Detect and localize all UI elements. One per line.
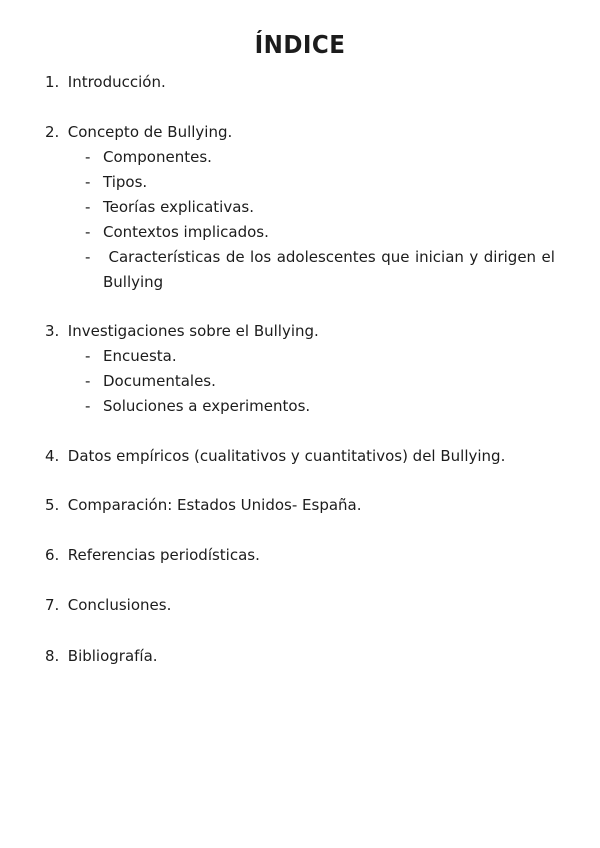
index-section-6: [45, 543, 575, 568]
entry-number: 7.: [45, 596, 60, 614]
entry-number: 5.: [45, 496, 60, 514]
entry-number: 3.: [45, 322, 60, 340]
entry-text: Conclusiones.: [67, 596, 172, 614]
entry-number: 2.: [45, 123, 60, 141]
word: inician: [414, 248, 464, 266]
sub-item: [45, 245, 575, 295]
sub-item: [45, 394, 575, 419]
entry-number: 8.: [45, 647, 60, 665]
entry-number: 4.: [45, 447, 60, 465]
word: que: [381, 248, 410, 266]
index-entry: [45, 593, 575, 618]
entry-number: 6.: [45, 546, 60, 564]
index-entry: [45, 493, 575, 518]
word: Características: [108, 248, 221, 266]
word: adolescentes: [276, 248, 376, 266]
dash-bullet: -: [85, 173, 91, 191]
entry-text: Concepto de Bullying.: [67, 123, 233, 141]
entry-text: Introducción.: [67, 73, 166, 91]
entry-text: Datos empíricos (cualitativos y cuantitativos) del Bullying.: [67, 447, 506, 465]
dash-bullet: -: [85, 248, 91, 266]
index-entry: [45, 120, 575, 145]
entry-text: Referencias periodísticas.: [67, 546, 260, 564]
page-title: ÍNDICE: [254, 30, 346, 59]
entry-text: Comparación: Estados Unidos- España.: [67, 496, 362, 514]
sub-item-text: Componentes.: [103, 148, 212, 166]
dash-bullet: -: [85, 397, 91, 415]
word: dirigen: [483, 248, 537, 266]
index-section-8: [45, 644, 575, 669]
index-section-7: [45, 593, 575, 618]
dash-bullet: -: [85, 148, 91, 166]
index-entry: [45, 319, 575, 344]
word: de: [225, 248, 245, 266]
index-section-3: [45, 319, 575, 419]
sub-item-text: Soluciones a experimentos.: [103, 397, 311, 415]
entry-text: Bibliografía.: [67, 647, 158, 665]
sub-item: [45, 344, 575, 369]
sub-item: [45, 170, 575, 195]
sub-item: [45, 369, 575, 394]
index-entry: [45, 70, 575, 95]
sub-item-text: Documentales.: [103, 372, 216, 390]
dash-bullet: -: [85, 347, 91, 365]
index-section-2: [45, 120, 575, 295]
sub-item-line-1: [85, 245, 555, 270]
word: y: [469, 248, 479, 266]
index-entry: [45, 644, 575, 669]
sub-item: [45, 195, 575, 220]
entry-number: 1.: [45, 73, 60, 91]
index-section-5: [45, 493, 575, 518]
dash-bullet: -: [85, 372, 91, 390]
index-section-4: [45, 444, 575, 469]
index-section-1: [45, 70, 575, 95]
index-entry: [45, 543, 575, 568]
sub-item: [45, 145, 575, 170]
sub-item-text: Teorías explicativas.: [103, 198, 254, 216]
entry-text: Investigaciones sobre el Bullying.: [67, 322, 319, 340]
word: los: [250, 248, 272, 266]
sub-item: [45, 220, 575, 245]
word: el: [541, 248, 555, 266]
index-entry: [45, 444, 575, 469]
sub-item-text: Encuesta.: [103, 347, 177, 365]
dash-bullet: -: [85, 223, 91, 241]
sub-item-text: Tipos.: [103, 173, 148, 191]
sub-item-line-2: Bullying: [103, 273, 164, 291]
dash-bullet: -: [85, 198, 91, 216]
sub-item-text: Contextos implicados.: [103, 223, 269, 241]
